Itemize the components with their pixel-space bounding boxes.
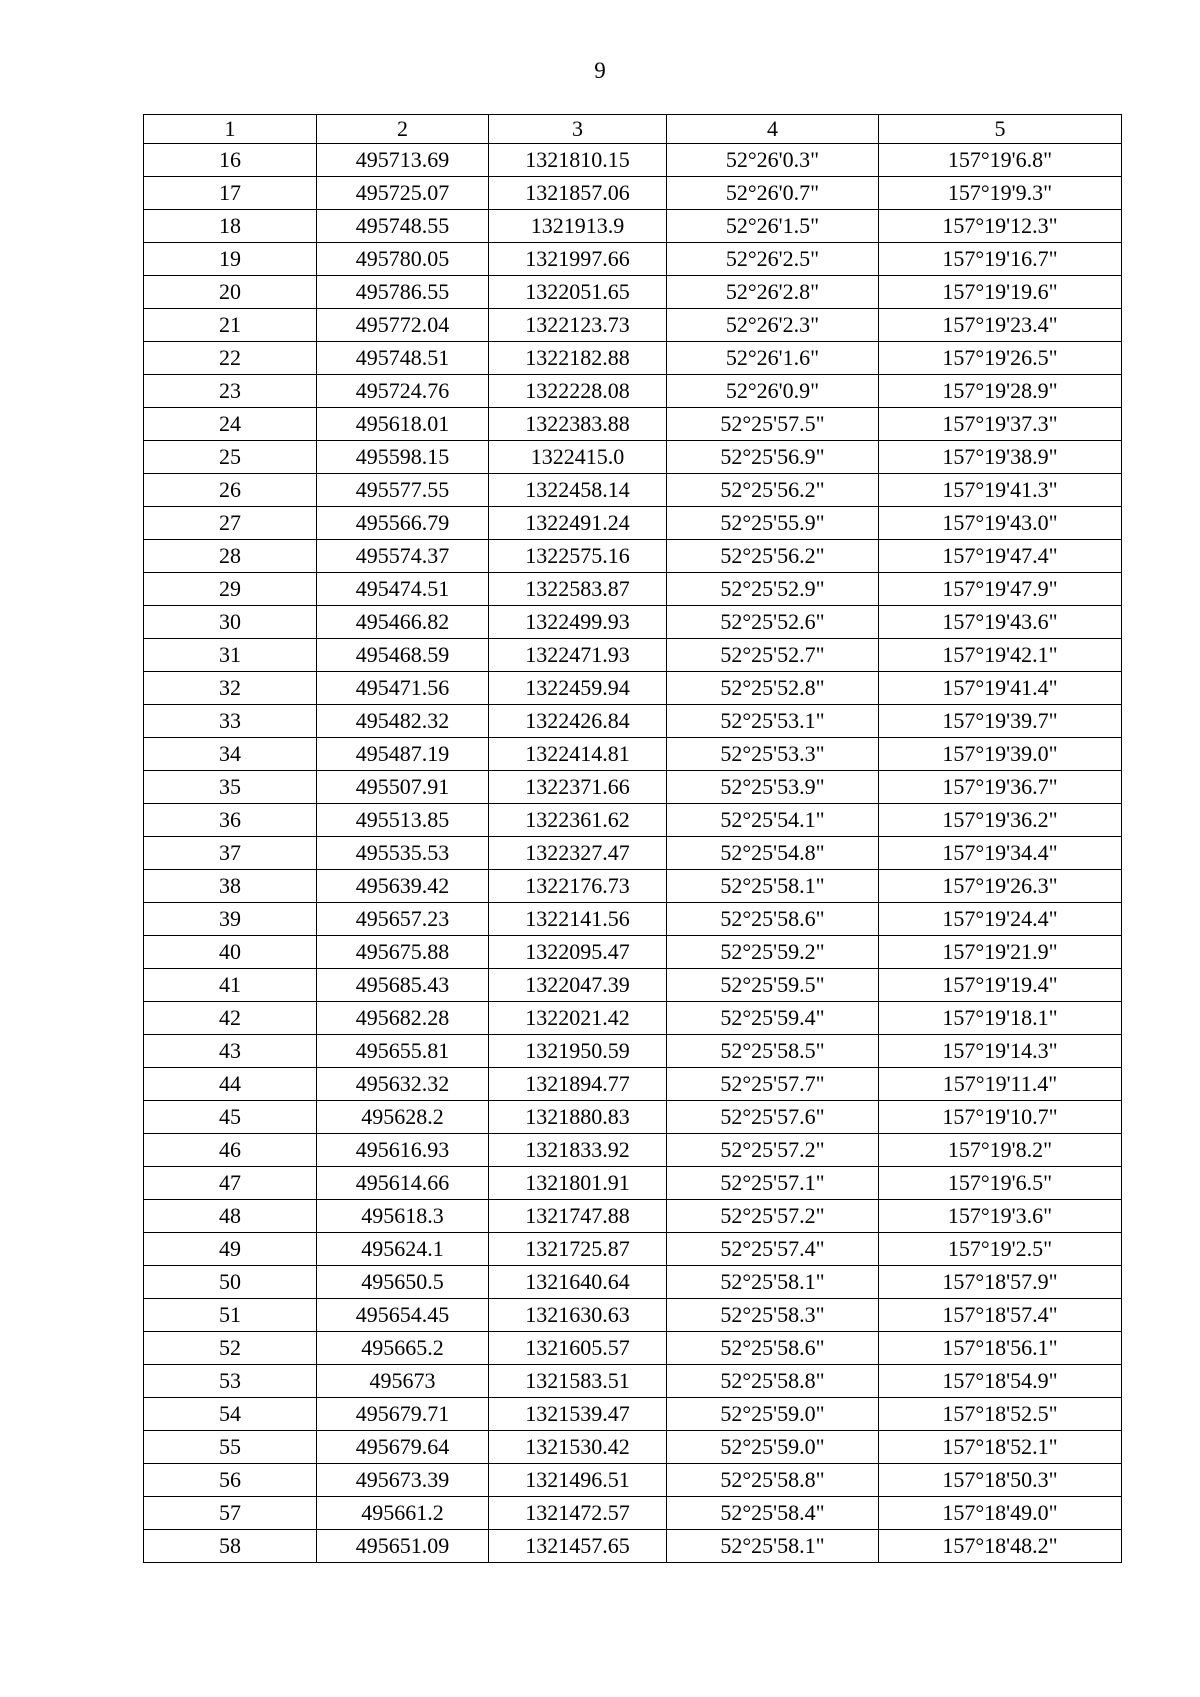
x-coordinate-cell: 495725.07: [317, 177, 489, 210]
y-coordinate-cell: 1321801.91: [489, 1167, 667, 1200]
latitude-cell: 52°26'0.7": [667, 177, 879, 210]
longitude-cell: 157°18'57.4": [879, 1299, 1122, 1332]
latitude-cell: 52°25'54.8": [667, 837, 879, 870]
table-row: [144, 606, 1122, 639]
y-coordinate-cell: 1322471.93: [489, 639, 667, 672]
point-number-cell: 54: [144, 1398, 317, 1431]
latitude-cell: 52°26'1.6": [667, 342, 879, 375]
table-row: [144, 441, 1122, 474]
y-coordinate-cell: 1322371.66: [489, 771, 667, 804]
y-coordinate-cell: 1321747.88: [489, 1200, 667, 1233]
point-number-cell: 53: [144, 1365, 317, 1398]
table-row: [144, 507, 1122, 540]
table-row: [144, 1398, 1122, 1431]
y-coordinate-cell: 1322021.42: [489, 1002, 667, 1035]
table-row: [144, 1332, 1122, 1365]
column-header: 3: [489, 115, 667, 144]
table-row: [144, 276, 1122, 309]
longitude-cell: 157°19'24.4": [879, 903, 1122, 936]
longitude-cell: 157°19'47.9": [879, 573, 1122, 606]
y-coordinate-cell: 1322051.65: [489, 276, 667, 309]
x-coordinate-cell: 495713.69: [317, 144, 489, 177]
x-coordinate-cell: 495632.32: [317, 1068, 489, 1101]
table-row: [144, 474, 1122, 507]
longitude-cell: 157°18'57.9": [879, 1266, 1122, 1299]
y-coordinate-cell: 1322141.56: [489, 903, 667, 936]
point-number-cell: 50: [144, 1266, 317, 1299]
point-number-cell: 49: [144, 1233, 317, 1266]
y-coordinate-cell: 1321725.87: [489, 1233, 667, 1266]
x-coordinate-cell: 495487.19: [317, 738, 489, 771]
latitude-cell: 52°25'58.1": [667, 1530, 879, 1563]
point-number-cell: 55: [144, 1431, 317, 1464]
column-header: 2: [317, 115, 489, 144]
x-coordinate-cell: 495616.93: [317, 1134, 489, 1167]
table-row: [144, 573, 1122, 606]
point-number-cell: 48: [144, 1200, 317, 1233]
y-coordinate-cell: 1322383.88: [489, 408, 667, 441]
table-row: [144, 903, 1122, 936]
longitude-cell: 157°19'18.1": [879, 1002, 1122, 1035]
latitude-cell: 52°25'58.3": [667, 1299, 879, 1332]
y-coordinate-cell: 1321457.65: [489, 1530, 667, 1563]
latitude-cell: 52°25'59.0": [667, 1398, 879, 1431]
longitude-cell: 157°19'19.4": [879, 969, 1122, 1002]
longitude-cell: 157°19'42.1": [879, 639, 1122, 672]
point-number-cell: 41: [144, 969, 317, 1002]
y-coordinate-cell: 1322583.87: [489, 573, 667, 606]
point-number-cell: 17: [144, 177, 317, 210]
point-number-cell: 47: [144, 1167, 317, 1200]
column-header: 1: [144, 115, 317, 144]
x-coordinate-cell: 495574.37: [317, 540, 489, 573]
point-number-cell: 24: [144, 408, 317, 441]
table-row: [144, 705, 1122, 738]
table-row: [144, 672, 1122, 705]
x-coordinate-cell: 495614.66: [317, 1167, 489, 1200]
point-number-cell: 18: [144, 210, 317, 243]
latitude-cell: 52°25'58.8": [667, 1365, 879, 1398]
latitude-cell: 52°25'59.5": [667, 969, 879, 1002]
table-row: [144, 771, 1122, 804]
table-row: [144, 1365, 1122, 1398]
latitude-cell: 52°25'58.4": [667, 1497, 879, 1530]
x-coordinate-cell: 495468.59: [317, 639, 489, 672]
longitude-cell: 157°19'3.6": [879, 1200, 1122, 1233]
y-coordinate-cell: 1322327.47: [489, 837, 667, 870]
point-number-cell: 19: [144, 243, 317, 276]
point-number-cell: 38: [144, 870, 317, 903]
y-coordinate-cell: 1322182.88: [489, 342, 667, 375]
longitude-cell: 157°19'43.0": [879, 507, 1122, 540]
latitude-cell: 52°26'2.3": [667, 309, 879, 342]
table-row: [144, 1266, 1122, 1299]
longitude-cell: 157°19'39.7": [879, 705, 1122, 738]
latitude-cell: 52°25'58.1": [667, 870, 879, 903]
point-number-cell: 20: [144, 276, 317, 309]
longitude-cell: 157°19'47.4": [879, 540, 1122, 573]
table-row: [144, 738, 1122, 771]
table-row: [144, 144, 1122, 177]
latitude-cell: 52°25'58.5": [667, 1035, 879, 1068]
header-row: [144, 115, 1122, 144]
x-coordinate-cell: 495724.76: [317, 375, 489, 408]
table-row: [144, 1497, 1122, 1530]
point-number-cell: 28: [144, 540, 317, 573]
x-coordinate-cell: 495466.82: [317, 606, 489, 639]
y-coordinate-cell: 1321630.63: [489, 1299, 667, 1332]
page-number: 9: [594, 58, 606, 83]
table-row: [144, 540, 1122, 573]
table-row: [144, 342, 1122, 375]
point-number-cell: 45: [144, 1101, 317, 1134]
table-row: [144, 969, 1122, 1002]
x-coordinate-cell: 495474.51: [317, 573, 489, 606]
y-coordinate-cell: 1321833.92: [489, 1134, 667, 1167]
x-coordinate-cell: 495673: [317, 1365, 489, 1398]
table-row: [144, 1299, 1122, 1332]
x-coordinate-cell: 495772.04: [317, 309, 489, 342]
longitude-cell: 157°18'49.0": [879, 1497, 1122, 1530]
point-number-cell: 25: [144, 441, 317, 474]
latitude-cell: 52°26'0.9": [667, 375, 879, 408]
x-coordinate-cell: 495665.2: [317, 1332, 489, 1365]
x-coordinate-cell: 495618.01: [317, 408, 489, 441]
point-number-cell: 42: [144, 1002, 317, 1035]
y-coordinate-cell: 1322426.84: [489, 705, 667, 738]
longitude-cell: 157°19'11.4": [879, 1068, 1122, 1101]
longitude-cell: 157°19'26.3": [879, 870, 1122, 903]
longitude-cell: 157°18'54.9": [879, 1365, 1122, 1398]
point-number-cell: 21: [144, 309, 317, 342]
longitude-cell: 157°19'26.5": [879, 342, 1122, 375]
longitude-cell: 157°19'43.6": [879, 606, 1122, 639]
longitude-cell: 157°19'36.2": [879, 804, 1122, 837]
y-coordinate-cell: 1321640.64: [489, 1266, 667, 1299]
y-coordinate-cell: 1321472.57: [489, 1497, 667, 1530]
x-coordinate-cell: 495650.5: [317, 1266, 489, 1299]
latitude-cell: 52°25'53.9": [667, 771, 879, 804]
longitude-cell: 157°19'39.0": [879, 738, 1122, 771]
x-coordinate-cell: 495639.42: [317, 870, 489, 903]
table-row: [144, 1002, 1122, 1035]
x-coordinate-cell: 495657.23: [317, 903, 489, 936]
table-body: [144, 144, 1122, 1563]
column-header: 5: [879, 115, 1122, 144]
latitude-cell: 52°26'1.5": [667, 210, 879, 243]
table-row: [144, 309, 1122, 342]
point-number-cell: 43: [144, 1035, 317, 1068]
table-row: [144, 804, 1122, 837]
point-number-cell: 31: [144, 639, 317, 672]
point-number-cell: 35: [144, 771, 317, 804]
point-number-cell: 37: [144, 837, 317, 870]
latitude-cell: 52°25'57.2": [667, 1134, 879, 1167]
longitude-cell: 157°19'36.7": [879, 771, 1122, 804]
longitude-cell: 157°19'10.7": [879, 1101, 1122, 1134]
y-coordinate-cell: 1322499.93: [489, 606, 667, 639]
longitude-cell: 157°19'8.2": [879, 1134, 1122, 1167]
y-coordinate-cell: 1322123.73: [489, 309, 667, 342]
y-coordinate-cell: 1322491.24: [489, 507, 667, 540]
point-number-cell: 27: [144, 507, 317, 540]
x-coordinate-cell: 495685.43: [317, 969, 489, 1002]
table-row: [144, 936, 1122, 969]
x-coordinate-cell: 495513.85: [317, 804, 489, 837]
latitude-cell: 52°26'0.3": [667, 144, 879, 177]
table-row: [144, 375, 1122, 408]
longitude-cell: 157°19'16.7": [879, 243, 1122, 276]
longitude-cell: 157°19'34.4": [879, 837, 1122, 870]
x-coordinate-cell: 495679.64: [317, 1431, 489, 1464]
table-row: [144, 1134, 1122, 1167]
longitude-cell: 157°19'6.8": [879, 144, 1122, 177]
y-coordinate-cell: 1322361.62: [489, 804, 667, 837]
y-coordinate-cell: 1321539.47: [489, 1398, 667, 1431]
column-header: 4: [667, 115, 879, 144]
point-number-cell: 30: [144, 606, 317, 639]
latitude-cell: 52°25'58.1": [667, 1266, 879, 1299]
x-coordinate-cell: 495682.28: [317, 1002, 489, 1035]
latitude-cell: 52°25'59.2": [667, 936, 879, 969]
longitude-cell: 157°19'12.3": [879, 210, 1122, 243]
y-coordinate-cell: 1322458.14: [489, 474, 667, 507]
longitude-cell: 157°19'23.4": [879, 309, 1122, 342]
latitude-cell: 52°25'54.1": [667, 804, 879, 837]
y-coordinate-cell: 1321857.06: [489, 177, 667, 210]
latitude-cell: 52°25'57.7": [667, 1068, 879, 1101]
y-coordinate-cell: 1322095.47: [489, 936, 667, 969]
x-coordinate-cell: 495624.1: [317, 1233, 489, 1266]
x-coordinate-cell: 495654.45: [317, 1299, 489, 1332]
latitude-cell: 52°25'56.2": [667, 474, 879, 507]
x-coordinate-cell: 495651.09: [317, 1530, 489, 1563]
point-number-cell: 40: [144, 936, 317, 969]
longitude-cell: 157°19'41.3": [879, 474, 1122, 507]
latitude-cell: 52°25'56.2": [667, 540, 879, 573]
longitude-cell: 157°18'52.1": [879, 1431, 1122, 1464]
table-row: [144, 1167, 1122, 1200]
y-coordinate-cell: 1322047.39: [489, 969, 667, 1002]
latitude-cell: 52°25'57.4": [667, 1233, 879, 1266]
longitude-cell: 157°19'19.6": [879, 276, 1122, 309]
x-coordinate-cell: 495507.91: [317, 771, 489, 804]
table-row: [144, 1530, 1122, 1563]
x-coordinate-cell: 495780.05: [317, 243, 489, 276]
longitude-cell: 157°19'28.9": [879, 375, 1122, 408]
x-coordinate-cell: 495535.53: [317, 837, 489, 870]
x-coordinate-cell: 495471.56: [317, 672, 489, 705]
x-coordinate-cell: 495482.32: [317, 705, 489, 738]
latitude-cell: 52°25'52.7": [667, 639, 879, 672]
latitude-cell: 52°25'57.2": [667, 1200, 879, 1233]
x-coordinate-cell: 495673.39: [317, 1464, 489, 1497]
longitude-cell: 157°19'9.3": [879, 177, 1122, 210]
point-number-cell: 58: [144, 1530, 317, 1563]
latitude-cell: 52°25'59.4": [667, 1002, 879, 1035]
table-row: [144, 210, 1122, 243]
longitude-cell: 157°18'52.5": [879, 1398, 1122, 1431]
y-coordinate-cell: 1321583.51: [489, 1365, 667, 1398]
table-header: [144, 115, 1122, 144]
y-coordinate-cell: 1321950.59: [489, 1035, 667, 1068]
longitude-cell: 157°19'2.5": [879, 1233, 1122, 1266]
table-row: [144, 1101, 1122, 1134]
point-number-cell: 29: [144, 573, 317, 606]
latitude-cell: 52°25'58.6": [667, 903, 879, 936]
x-coordinate-cell: 495628.2: [317, 1101, 489, 1134]
longitude-cell: 157°18'50.3": [879, 1464, 1122, 1497]
latitude-cell: 52°25'58.6": [667, 1332, 879, 1365]
point-number-cell: 44: [144, 1068, 317, 1101]
x-coordinate-cell: 495661.2: [317, 1497, 489, 1530]
longitude-cell: 157°18'56.1": [879, 1332, 1122, 1365]
latitude-cell: 52°25'53.3": [667, 738, 879, 771]
x-coordinate-cell: 495618.3: [317, 1200, 489, 1233]
x-coordinate-cell: 495786.55: [317, 276, 489, 309]
latitude-cell: 52°25'53.1": [667, 705, 879, 738]
latitude-cell: 52°26'2.8": [667, 276, 879, 309]
point-number-cell: 51: [144, 1299, 317, 1332]
y-coordinate-cell: 1321496.51: [489, 1464, 667, 1497]
latitude-cell: 52°25'58.8": [667, 1464, 879, 1497]
point-number-cell: 34: [144, 738, 317, 771]
longitude-cell: 157°19'14.3": [879, 1035, 1122, 1068]
y-coordinate-cell: 1321997.66: [489, 243, 667, 276]
y-coordinate-cell: 1322228.08: [489, 375, 667, 408]
longitude-cell: 157°19'6.5": [879, 1167, 1122, 1200]
latitude-cell: 52°25'55.9": [667, 507, 879, 540]
x-coordinate-cell: 495566.79: [317, 507, 489, 540]
table-row: [144, 408, 1122, 441]
table-row: [144, 243, 1122, 276]
point-number-cell: 32: [144, 672, 317, 705]
latitude-cell: 52°25'56.9": [667, 441, 879, 474]
longitude-cell: 157°19'37.3": [879, 408, 1122, 441]
y-coordinate-cell: 1321810.15: [489, 144, 667, 177]
y-coordinate-cell: 1321913.9: [489, 210, 667, 243]
y-coordinate-cell: 1321530.42: [489, 1431, 667, 1464]
longitude-cell: 157°18'48.2": [879, 1530, 1122, 1563]
latitude-cell: 52°25'57.1": [667, 1167, 879, 1200]
point-number-cell: 57: [144, 1497, 317, 1530]
table-row: [144, 1431, 1122, 1464]
table-row: [144, 837, 1122, 870]
longitude-cell: 157°19'21.9": [879, 936, 1122, 969]
x-coordinate-cell: 495748.51: [317, 342, 489, 375]
point-number-cell: 23: [144, 375, 317, 408]
y-coordinate-cell: 1322459.94: [489, 672, 667, 705]
latitude-cell: 52°26'2.5": [667, 243, 879, 276]
x-coordinate-cell: 495748.55: [317, 210, 489, 243]
x-coordinate-cell: 495598.15: [317, 441, 489, 474]
x-coordinate-cell: 495655.81: [317, 1035, 489, 1068]
y-coordinate-cell: 1321880.83: [489, 1101, 667, 1134]
y-coordinate-cell: 1322415.0: [489, 441, 667, 474]
point-number-cell: 56: [144, 1464, 317, 1497]
y-coordinate-cell: 1322176.73: [489, 870, 667, 903]
table-row: [144, 1035, 1122, 1068]
latitude-cell: 52°25'52.6": [667, 606, 879, 639]
point-number-cell: 22: [144, 342, 317, 375]
x-coordinate-cell: 495577.55: [317, 474, 489, 507]
point-number-cell: 33: [144, 705, 317, 738]
longitude-cell: 157°19'41.4": [879, 672, 1122, 705]
x-coordinate-cell: 495675.88: [317, 936, 489, 969]
point-number-cell: 52: [144, 1332, 317, 1365]
latitude-cell: 52°25'57.5": [667, 408, 879, 441]
table-row: [144, 639, 1122, 672]
coordinates-table: [143, 114, 1122, 1563]
table-row: [144, 1233, 1122, 1266]
point-number-cell: 46: [144, 1134, 317, 1167]
y-coordinate-cell: 1321605.57: [489, 1332, 667, 1365]
point-number-cell: 36: [144, 804, 317, 837]
table-row: [144, 177, 1122, 210]
table-row: [144, 1200, 1122, 1233]
latitude-cell: 52°25'52.9": [667, 573, 879, 606]
x-coordinate-cell: 495679.71: [317, 1398, 489, 1431]
latitude-cell: 52°25'57.6": [667, 1101, 879, 1134]
latitude-cell: 52°25'59.0": [667, 1431, 879, 1464]
y-coordinate-cell: 1321894.77: [489, 1068, 667, 1101]
table-row: [144, 870, 1122, 903]
point-number-cell: 26: [144, 474, 317, 507]
point-number-cell: 39: [144, 903, 317, 936]
longitude-cell: 157°19'38.9": [879, 441, 1122, 474]
y-coordinate-cell: 1322575.16: [489, 540, 667, 573]
table-row: [144, 1068, 1122, 1101]
latitude-cell: 52°25'52.8": [667, 672, 879, 705]
table-row: [144, 1464, 1122, 1497]
y-coordinate-cell: 1322414.81: [489, 738, 667, 771]
point-number-cell: 16: [144, 144, 317, 177]
